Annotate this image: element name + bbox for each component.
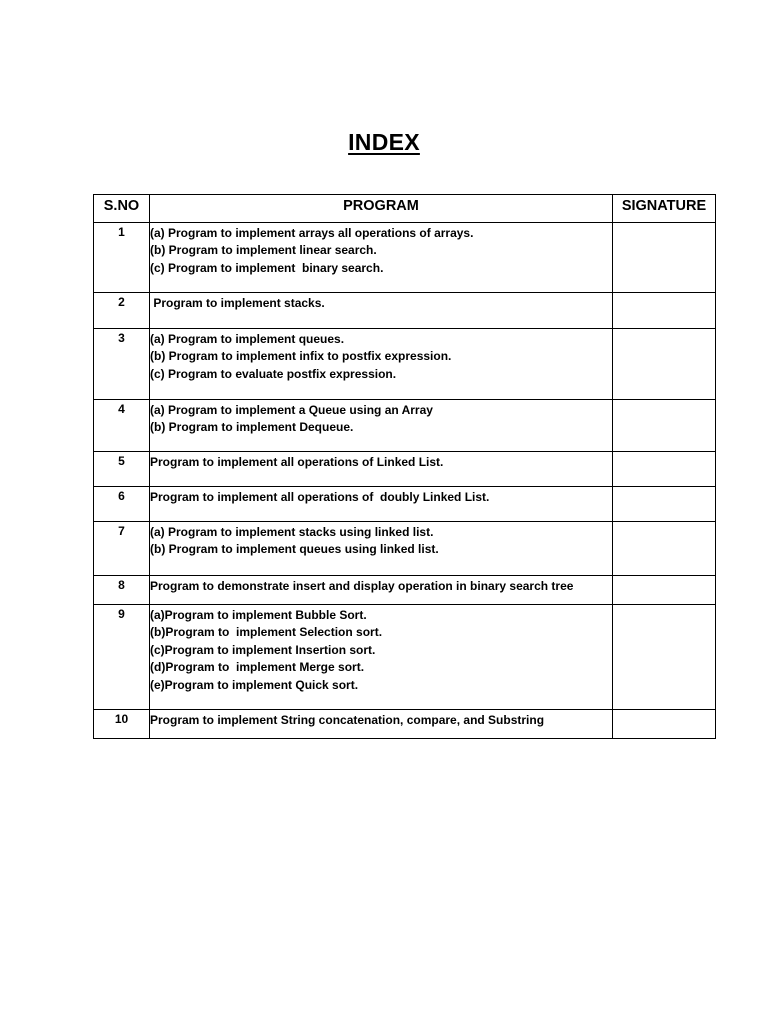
cell-program (150, 293, 613, 329)
program-line: (b) Program to implement Dequeue. (150, 420, 354, 435)
cell-program (150, 223, 613, 293)
cell-signature (613, 522, 716, 576)
cell-sno: 8 (94, 576, 150, 605)
cell-program (150, 400, 613, 452)
cell-sno: 4 (94, 400, 150, 452)
cell-sno: 9 (94, 605, 150, 710)
cell-signature (613, 223, 716, 293)
table-header-row (94, 195, 716, 223)
table-row (94, 710, 716, 739)
table-row (94, 329, 716, 400)
program-line: (a)Program to implement Bubble Sort. (150, 608, 367, 622)
table-row (94, 452, 716, 487)
program-line: (b)Program to implement Selection sort. (150, 625, 383, 640)
program-line: Program to implement String concatenation, compare, and Substring (150, 713, 545, 727)
cell-signature (613, 400, 716, 452)
cell-program (150, 452, 613, 487)
cell-signature (613, 710, 716, 739)
program-line: (c) Program to implement binary search. (150, 260, 384, 275)
program-line: Program to implement all operations of Linked List. (150, 455, 444, 469)
program-line: (e)Program to implement Quick sort. (150, 677, 359, 692)
program-line: (b) Program to implement queues using linked list. (150, 542, 439, 557)
cell-signature (613, 329, 716, 400)
cell-sno: 3 (94, 329, 150, 400)
header-program: PROGRAM (150, 195, 613, 223)
table-row (94, 576, 716, 605)
program-line: (c) Program to evaluate postfix expression. (150, 366, 397, 381)
cell-signature (613, 605, 716, 710)
cell-sno: 5 (94, 452, 150, 487)
table-row (94, 522, 716, 576)
cell-sno: 10 (94, 710, 150, 739)
cell-signature (613, 487, 716, 522)
table-row (94, 400, 716, 452)
program-line: (b) Program to implement linear search. (150, 243, 377, 258)
program-line: Program to implement stacks. (150, 296, 325, 310)
table-row (94, 293, 716, 329)
program-line: (a) Program to implement queues. (150, 332, 345, 346)
program-line: (b) Program to implement infix to postfix expression. (150, 349, 452, 364)
program-line: (c)Program to implement Insertion sort. (150, 642, 376, 657)
table-body (94, 223, 716, 739)
program-line: (a) Program to implement arrays all operations of arrays. (150, 226, 474, 240)
cell-program (150, 329, 613, 400)
header-sno: S.NO (94, 195, 150, 223)
cell-sno: 7 (94, 522, 150, 576)
cell-signature (613, 452, 716, 487)
cell-program (150, 576, 613, 605)
table-row (94, 223, 716, 293)
cell-sno: 6 (94, 487, 150, 522)
table-row (94, 487, 716, 522)
cell-program (150, 605, 613, 710)
program-line: (a) Program to implement a Queue using an Array (150, 403, 433, 417)
cell-program (150, 710, 613, 739)
program-line: Program to demonstrate insert and display operation in binary search tree (150, 579, 574, 593)
cell-program (150, 487, 613, 522)
cell-sno: 1 (94, 223, 150, 293)
page-title: INDEX (348, 129, 420, 156)
header-signature: SIGNATURE (613, 195, 716, 223)
cell-signature (613, 293, 716, 329)
cell-program (150, 522, 613, 576)
table-row (94, 605, 716, 710)
program-line: (d)Program to implement Merge sort. (150, 660, 365, 675)
cell-signature (613, 576, 716, 605)
cell-sno: 2 (94, 293, 150, 329)
program-line: (a) Program to implement stacks using linked list. (150, 525, 434, 539)
index-table (93, 194, 716, 739)
program-line: Program to implement all operations of doubly Linked List. (150, 490, 490, 504)
